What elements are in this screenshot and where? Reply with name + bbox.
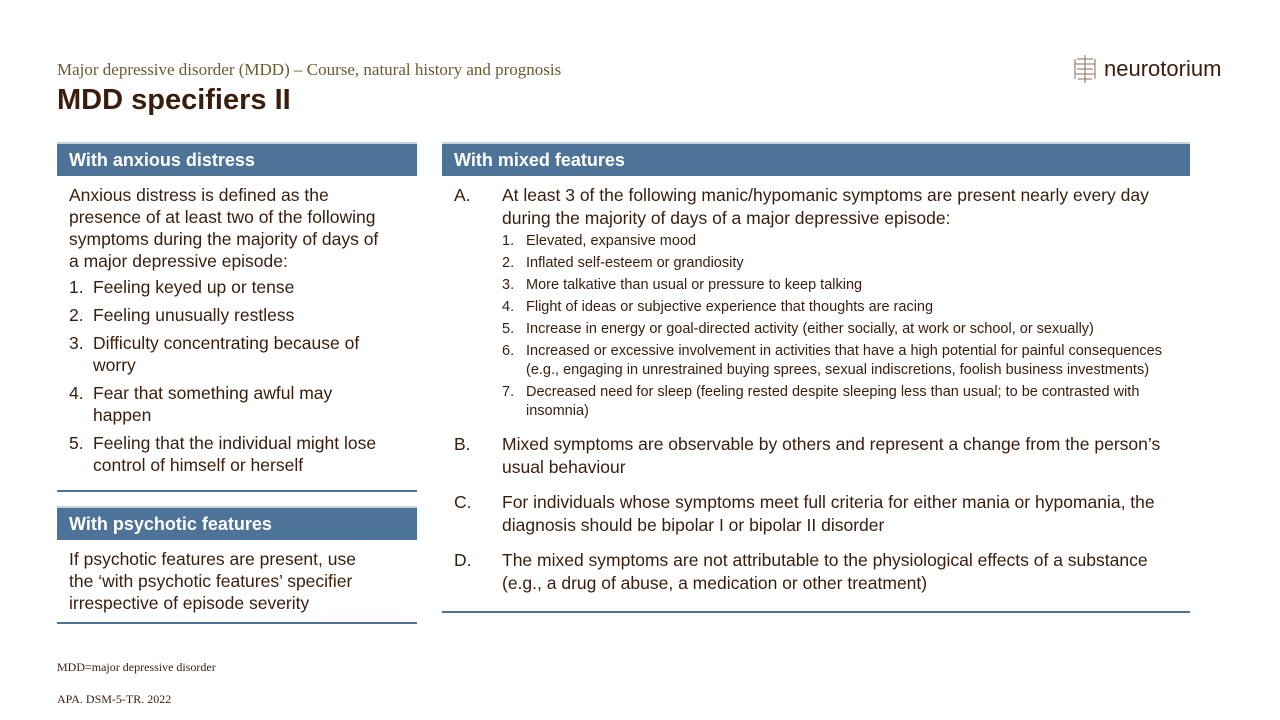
panel-heading: With anxious distress: [57, 142, 417, 176]
mixed-features-panel: [442, 142, 1190, 613]
symptom-item: [502, 232, 1170, 251]
list-item: [69, 276, 389, 298]
item-text: Feeling that the individual might lose control of himself or herself: [93, 433, 377, 475]
criterion: [442, 491, 1170, 537]
criterion: [442, 184, 1170, 421]
symptom-item: [502, 320, 1170, 339]
reference: APA. DSM-5-TR. 2022: [57, 692, 172, 706]
slide-title: MDD specifiers II: [57, 84, 291, 116]
logo: [1072, 54, 1221, 84]
psychotic-text: If psychotic features are present, use the ‘with psychotic features’ specifier irrespective of episode severity: [69, 549, 356, 613]
item-text: Difficulty concentrating because of worry: [93, 333, 360, 375]
symptom-item: [502, 342, 1170, 380]
list-item: [69, 432, 389, 476]
symptom-number: 7.: [502, 384, 515, 400]
symptom-item: [502, 383, 1170, 421]
psychotic-features-panel: [57, 506, 417, 624]
symptom-number: 6.: [502, 343, 515, 359]
item-text: Feeling unusually restless: [93, 305, 295, 325]
criterion-text: The mixed symptoms are not attributable to the physiological effects of a substance (e.g., a drug of abuse, a medication or other treatment): [502, 550, 1148, 593]
symptom-text: Increased or excessive involvement in activities that have a high potential for painful consequences (e.g., engaging in unrestrained buying sprees, sexual indiscretions, foolish business investments): [526, 343, 1162, 378]
symptom-number: 2.: [502, 255, 515, 271]
item-number: 2.: [69, 305, 84, 325]
criterion-letter: D.: [454, 550, 472, 570]
list-item: [69, 304, 389, 326]
panel-heading: With mixed features: [442, 142, 1190, 176]
criterion: [442, 433, 1170, 479]
panel-heading: With psychotic features: [57, 506, 417, 540]
brain-logo-icon: [1072, 54, 1098, 84]
slide-subtitle: Major depressive disorder (MDD) – Course, natural history and prognosis: [57, 60, 562, 79]
symptom-number: 5.: [502, 321, 515, 337]
symptom-item: [502, 298, 1170, 317]
criterion-letter: B.: [454, 434, 471, 454]
symptom-text: Decreased need for sleep (feeling rested despite sleeping less than usual; to be contrasted with insomnia): [526, 384, 1140, 419]
item-number: 3.: [69, 333, 84, 353]
list-item: [69, 382, 389, 426]
symptom-text: Increase in energy or goal-directed activity (either socially, at work or school, or sexually): [526, 321, 1094, 337]
symptom-number: 1.: [502, 233, 515, 249]
criterion: [442, 549, 1170, 595]
criterion-text: Mixed symptoms are observable by others and represent a change from the person’s usual behaviour: [502, 434, 1161, 477]
symptom-number: 4.: [502, 299, 515, 315]
criterion-text: At least 3 of the following manic/hypomanic symptoms are present nearly every day during the majority of days of a major depressive episode:: [502, 185, 1149, 228]
symptom-number: 3.: [502, 277, 515, 293]
criterion-text: For individuals whose symptoms meet full criteria for either mania or hypomania, the diagnosis should be bipolar I or bipolar II disorder: [502, 492, 1155, 535]
logo-text: neurotorium: [1104, 56, 1222, 81]
item-text: Feeling keyed up or tense: [93, 277, 295, 297]
criterion-letter: A.: [454, 185, 471, 205]
list-item: [69, 332, 389, 376]
symptom-text: Elevated, expansive mood: [526, 233, 697, 249]
item-number: 1.: [69, 277, 84, 297]
symptom-text: More talkative than usual or pressure to keep talking: [526, 277, 863, 293]
criterion-letter: C.: [454, 492, 472, 512]
item-number: 4.: [69, 383, 84, 403]
symptom-item: [502, 254, 1170, 273]
item-text: Fear that something awful may happen: [93, 383, 333, 425]
item-number: 5.: [69, 433, 84, 453]
symptom-text: Inflated self-esteem or grandiosity: [526, 255, 744, 271]
anxious-distress-panel: [57, 142, 417, 492]
intro-text: Anxious distress is defined as the presence of at least two of the following symptoms during the majority of days of a major depressive episode:: [69, 185, 379, 271]
symptom-item: [502, 276, 1170, 295]
symptom-text: Flight of ideas or subjective experience that thoughts are racing: [526, 299, 934, 315]
abbreviation-note: MDD=major depressive disorder: [57, 660, 216, 674]
